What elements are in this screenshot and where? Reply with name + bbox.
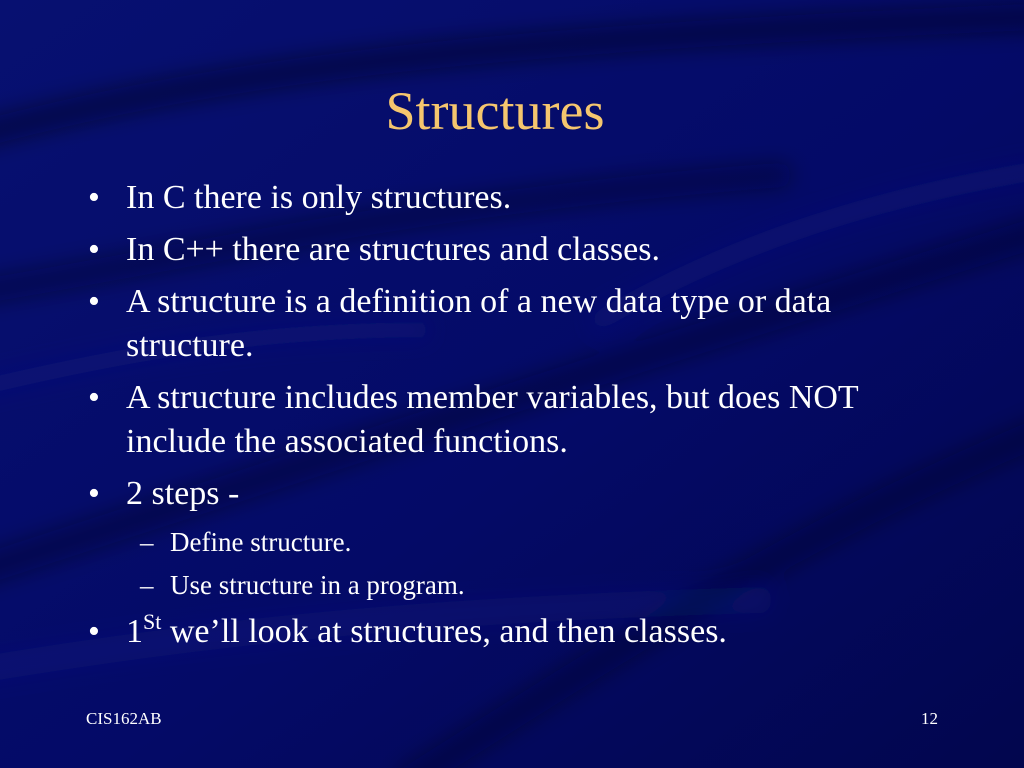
bullet-list: [84, 176, 954, 662]
sub-bullet-text: Define structure.: [170, 527, 352, 557]
bullet-text: A structure is a definition of a new data type or data structure.: [126, 283, 832, 364]
bullet-item: [84, 280, 954, 368]
bullet-text: In C there is only structures.: [126, 179, 512, 216]
ordinal-suffix: St: [143, 609, 162, 634]
bullet-text: A structure includes member variables, but does NOT include the associated functions.: [126, 379, 859, 460]
sub-bullet-marker: –: [140, 527, 154, 557]
bullet-item: [84, 472, 954, 516]
bullet-marker: •: [88, 283, 100, 320]
bullet-marker: •: [88, 379, 100, 416]
slide-number: 12: [921, 709, 938, 728]
sub-bullet-marker: –: [140, 570, 154, 600]
sub-bullet-item: [84, 524, 954, 560]
slide-title: Structures: [385, 81, 605, 141]
bullet-item: [84, 610, 954, 654]
bullet-marker: •: [88, 179, 100, 216]
ordinal-number: 1: [126, 613, 143, 650]
bullet-text: In C++ there are structures and classes.: [126, 231, 660, 268]
bullet-text: we’ll look at structures, and then classes.: [161, 613, 727, 650]
sub-bullet-item: [84, 567, 954, 603]
sub-bullet-text: Use structure in a program.: [170, 570, 465, 600]
bullet-text: 2 steps -: [126, 475, 240, 512]
bullet-marker: •: [88, 231, 100, 268]
bullet-item: [84, 376, 954, 464]
bullet-marker: •: [88, 613, 100, 650]
bullet-item: [84, 176, 954, 220]
footer-course-code: CIS162AB: [86, 709, 162, 728]
bullet-item: [84, 228, 954, 272]
bullet-marker: •: [88, 475, 100, 512]
